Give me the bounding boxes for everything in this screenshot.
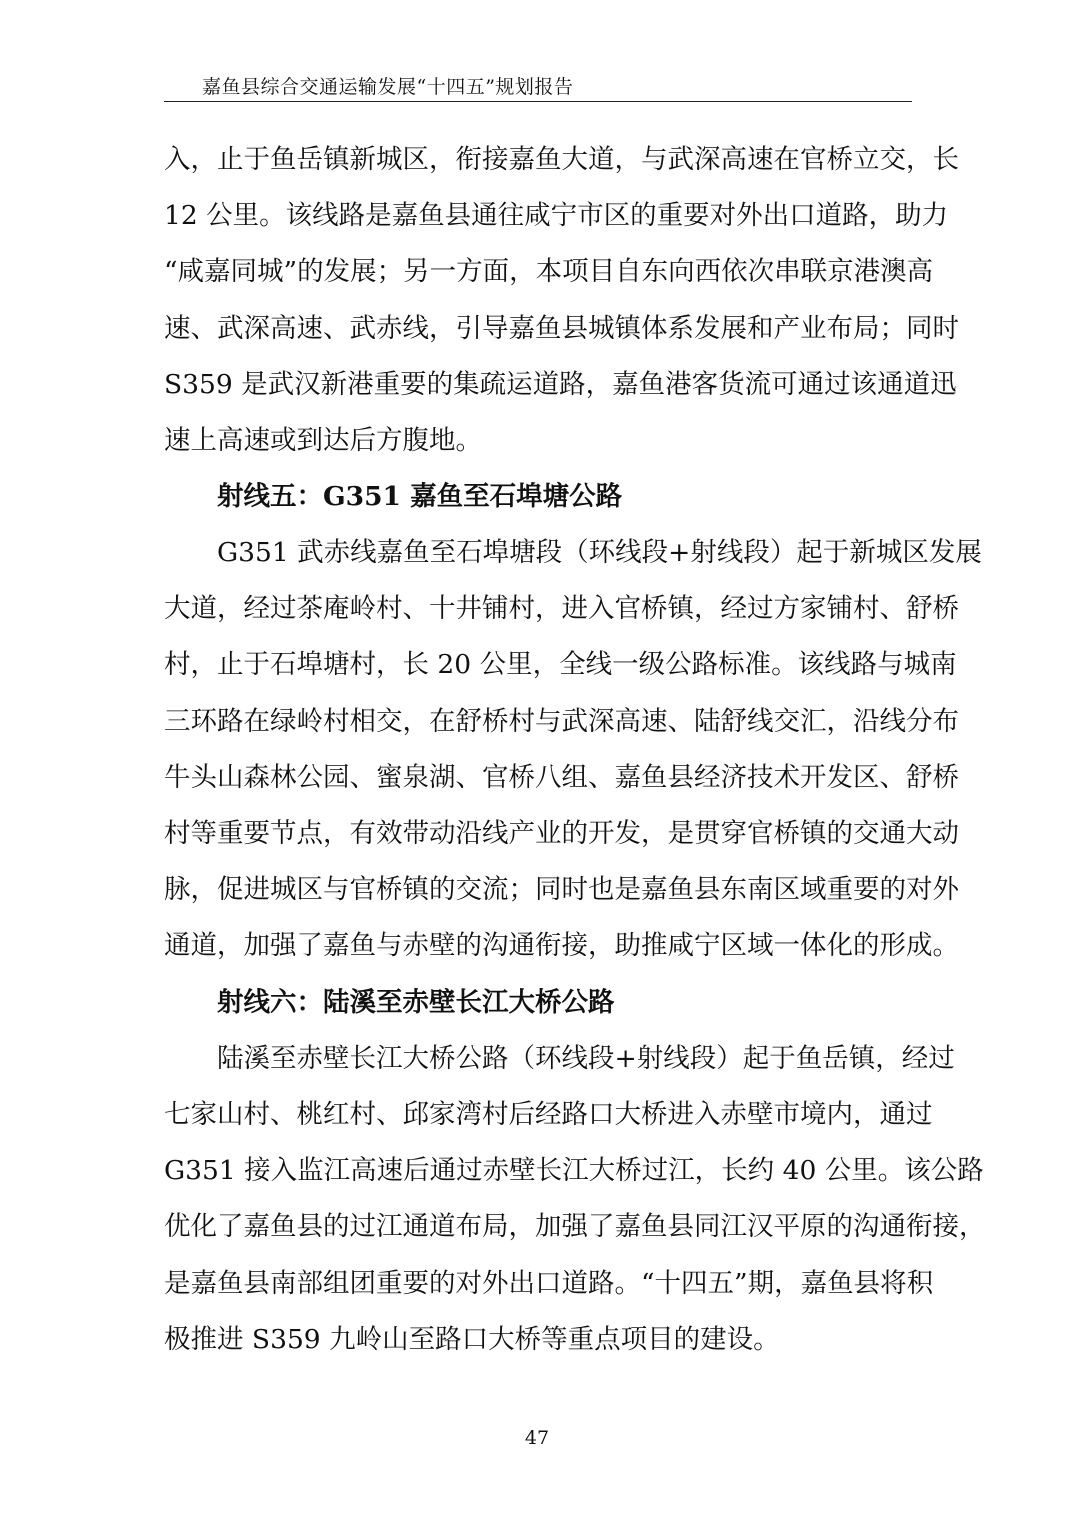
paragraph-line: 七家山村、桃红村、邱家湾村后经路口大桥进入赤壁市境内，通过: [164, 1099, 933, 1130]
paragraph-line: S359 是武汉新港重要的集疏运道路，嘉鱼港客货流可通过该通道迅: [164, 369, 957, 400]
paragraph-line: 入，止于鱼岳镇新城区，衔接嘉鱼大道，与武深高速在官桥立交，长: [164, 144, 959, 175]
paragraph-line: 极推进 S359 九岭山至路口大桥等重点项目的建设。: [164, 1324, 780, 1355]
paragraph-line: 村，止于石埠塘村，长 20 公里，全线一级公路标准。该线路与城南: [164, 649, 957, 680]
paragraph-line: 大道，经过茶庵岭村、十井铺村，进入官桥镇，经过方家铺村、舒桥: [164, 593, 959, 624]
paragraph-line: G351 武赤线嘉鱼至石埠塘段（环线段+射线段）起于新城区发展: [217, 537, 982, 568]
section-heading: 射线六：陆溪至赤壁长江大桥公路: [217, 987, 615, 1018]
header-title: 嘉鱼县综合交通运输发展“十四五”规划报告: [202, 76, 574, 98]
paragraph-line: G351 接入监江高速后通过赤壁长江大桥过江，长约 40 公里。该公路: [164, 1155, 984, 1186]
paragraph-line: 速、武深高速、武赤线，引导嘉鱼县城镇体系发展和产业布局；同时: [164, 313, 959, 344]
paragraph-line: 陆溪至赤壁长江大桥公路（环线段+射线段）起于鱼岳镇，经过: [217, 1043, 955, 1074]
paragraph-line: 牛头山森林公园、蜜泉湖、官桥八组、嘉鱼县经济技术开发区、舒桥: [164, 762, 959, 793]
paragraph-line: 村等重要节点，有效带动沿线产业的开发，是贯穿官桥镇的交通大动: [164, 818, 959, 849]
running-header: [164, 0, 912, 102]
paragraph-line: 通道，加强了嘉鱼与赤壁的沟通衔接，助推咸宁区域一体化的形成。: [164, 930, 959, 961]
paragraph-line: 是嘉鱼县南部组团重要的对外出口道路。“十四五”期，嘉鱼县将积: [164, 1268, 934, 1299]
paragraph-line: 三环路在绿岭村相交，在舒桥村与武深高速、陆舒线交汇，沿线分布: [164, 706, 959, 737]
paragraph-line: 脉，促进城区与官桥镇的交流；同时也是嘉鱼县东南区域重要的对外: [164, 874, 959, 905]
paragraph-line: “咸嘉同城”的发展；另一方面，本项目自东向西依次串联京港澳高: [164, 256, 934, 287]
paragraph-line: 优化了嘉鱼县的过江通道布局，加强了嘉鱼县同江汉平原的沟通衔接，: [164, 1211, 986, 1242]
section-heading: 射线五：G351 嘉鱼至石埠塘公路: [217, 481, 623, 512]
paragraph-line: 速上高速或到达后方腹地。: [164, 425, 482, 456]
paragraph-line: 12 公里。该线路是嘉鱼县通往咸宁市区的重要对外出口道路，助力: [164, 200, 949, 231]
page-number: 47: [524, 1427, 550, 1449]
